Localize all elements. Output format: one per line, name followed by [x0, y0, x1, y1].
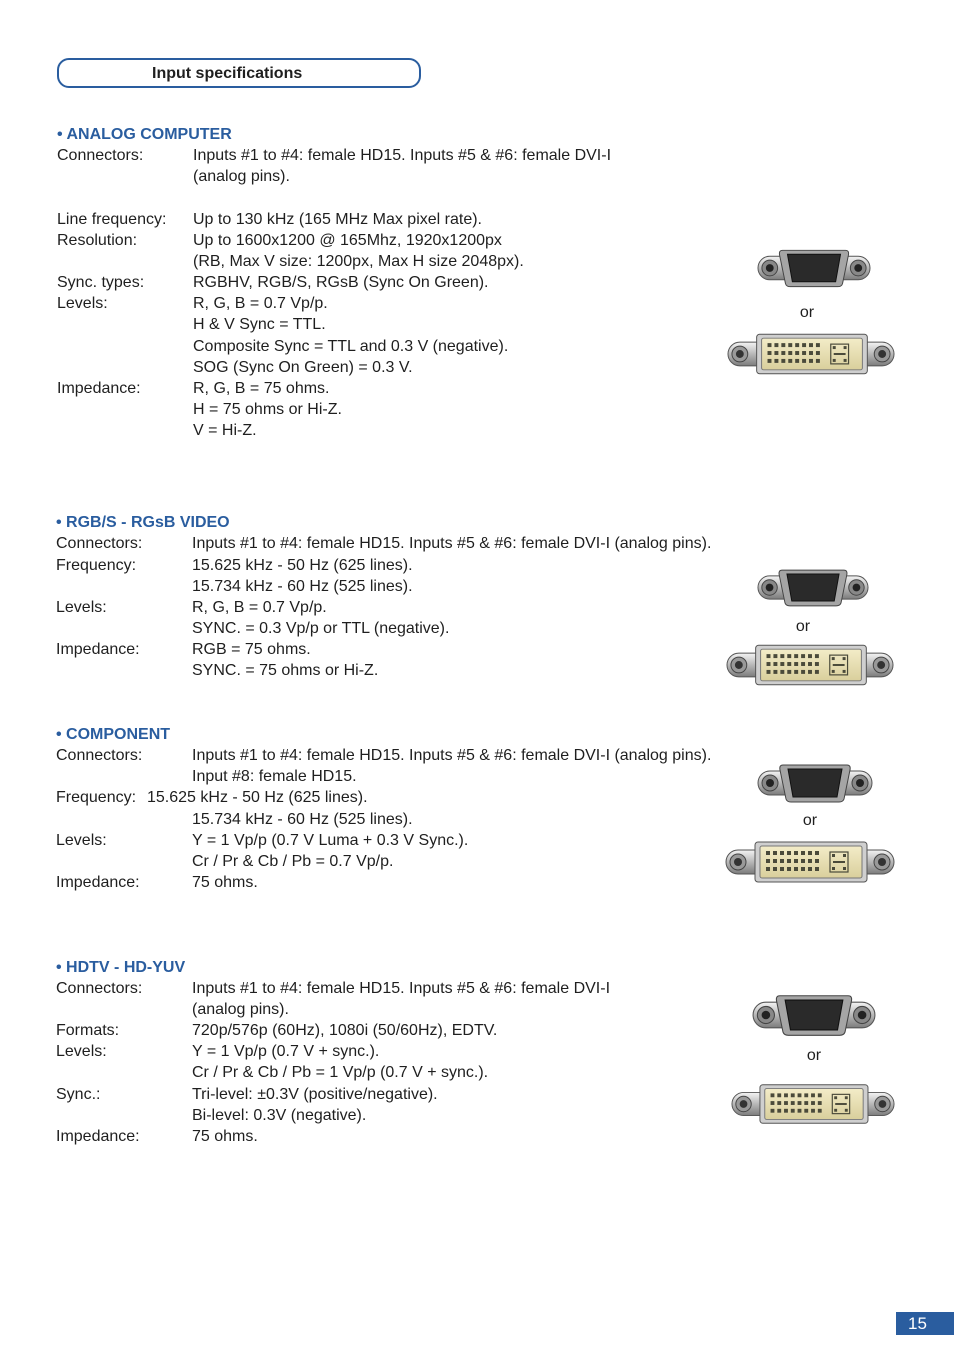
spec-label: Line frequency: — [57, 211, 167, 228]
hd15-connector-icon — [757, 762, 873, 804]
spec-value: 15.734 kHz - 60 Hz (525 lines). — [192, 578, 413, 595]
dvi-connector-icon — [727, 332, 895, 376]
spec-value: R, G, B = 0.7 Vp/p. — [193, 295, 328, 312]
spec-value: 75 ohms. — [192, 874, 258, 891]
spec-value: R, G, B = 0.7 Vp/p. — [192, 599, 327, 616]
dvi-connector-icon — [726, 643, 894, 687]
dvi-connector-icon — [731, 1082, 895, 1126]
spec-value: Inputs #1 to #4: female HD15. Inputs #5 & #6: female DVI-I — [193, 147, 612, 164]
spec-label: Levels: — [57, 295, 108, 312]
spec-value: Composite Sync = TTL and 0.3 V (negative). — [193, 338, 509, 355]
page-number: 15 — [896, 1312, 954, 1335]
spec-label: Levels: — [56, 1043, 107, 1060]
hd15-connector-icon — [757, 567, 869, 608]
spec-value: Up to 130 kHz (165 MHz Max pixel rate). — [193, 211, 482, 228]
section-header-box — [57, 58, 421, 88]
spec-label: Sync.: — [56, 1086, 101, 1103]
hd15-connector-icon — [752, 992, 876, 1038]
spec-value: (RB, Max V size: 1200px, Max H size 2048px). — [193, 253, 524, 270]
spec-value: 15.625 kHz - 50 Hz (625 lines). — [147, 789, 368, 806]
spec-value: SOG (Sync On Green) = 0.3 V. — [193, 359, 413, 376]
or-label: or — [802, 812, 818, 829]
section-title: • COMPONENT — [56, 726, 171, 743]
or-label: or — [795, 618, 811, 635]
spec-value: 15.625 kHz - 50 Hz (625 lines). — [192, 557, 413, 574]
page-title: Input specifications — [152, 65, 303, 82]
spec-label: Connectors: — [56, 980, 143, 997]
spec-label: Levels: — [56, 832, 107, 849]
spec-label: Resolution: — [57, 232, 138, 249]
spec-value: Input #8: female HD15. — [192, 768, 357, 785]
spec-value: Inputs #1 to #4: female HD15. Inputs #5 & #6: female DVI-I (analog pins). — [192, 747, 712, 764]
spec-label: Sync. types: — [57, 274, 145, 291]
spec-value: Cr / Pr & Cb / Pb = 0.7 Vp/p. — [192, 853, 394, 870]
spec-value: (analog pins). — [193, 168, 290, 185]
spec-label: Levels: — [56, 599, 107, 616]
spec-label: Frequency: — [56, 789, 137, 806]
spec-value: 75 ohms. — [192, 1128, 258, 1145]
spec-value: RGB = 75 ohms. — [192, 641, 311, 658]
spec-label: Connectors: — [57, 147, 144, 164]
hd15-connector-icon — [757, 247, 871, 289]
or-label: or — [799, 304, 815, 321]
spec-label: Formats: — [56, 1022, 120, 1039]
section-title: • RGB/S - RGsB VIDEO — [56, 514, 230, 531]
spec-value: SYNC. = 75 ohms or Hi-Z. — [192, 662, 379, 679]
spec-value: R, G, B = 75 ohms. — [193, 380, 330, 397]
spec-label: Frequency: — [56, 557, 137, 574]
spec-value: Tri-level: ±0.3V (positive/negative). — [192, 1086, 438, 1103]
or-label: or — [806, 1047, 822, 1064]
spec-value: Y = 1 Vp/p (0.7 V + sync.). — [192, 1043, 380, 1060]
spec-value: SYNC. = 0.3 Vp/p or TTL (negative). — [192, 620, 450, 637]
spec-label: Impedance: — [56, 874, 140, 891]
spec-value: Y = 1 Vp/p (0.7 V Luma + 0.3 V Sync.). — [192, 832, 469, 849]
dvi-connector-icon — [725, 840, 895, 884]
spec-value: Cr / Pr & Cb / Pb = 1 Vp/p (0.7 V + sync.). — [192, 1064, 489, 1081]
section-title: • ANALOG COMPUTER — [57, 126, 232, 143]
spec-value: Up to 1600x1200 @ 165Mhz, 1920x1200px — [193, 232, 502, 249]
section-title: • HDTV - HD-YUV — [56, 959, 186, 976]
spec-label: Connectors: — [56, 535, 143, 552]
spec-label: Connectors: — [56, 747, 143, 764]
spec-value: H = 75 ohms or Hi-Z. — [193, 401, 342, 418]
spec-value: V = Hi-Z. — [193, 422, 257, 439]
spec-value: (analog pins). — [192, 1001, 289, 1018]
spec-value: 720p/576p (60Hz), 1080i (50/60Hz), EDTV. — [192, 1022, 498, 1039]
spec-label: Impedance: — [56, 641, 140, 658]
spec-value: H & V Sync = TTL. — [193, 316, 326, 333]
spec-value: Bi-level: 0.3V (negative). — [192, 1107, 367, 1124]
spec-label: Impedance: — [57, 380, 141, 397]
spec-label: Impedance: — [56, 1128, 140, 1145]
spec-value: Inputs #1 to #4: female HD15. Inputs #5 & #6: female DVI-I — [192, 980, 611, 997]
spec-value: 15.734 kHz - 60 Hz (525 lines). — [192, 811, 413, 828]
spec-value: RGBHV, RGB/S, RGsB (Sync On Green). — [193, 274, 489, 291]
spec-value: Inputs #1 to #4: female HD15. Inputs #5 & #6: female DVI-I (analog pins). — [192, 535, 712, 552]
